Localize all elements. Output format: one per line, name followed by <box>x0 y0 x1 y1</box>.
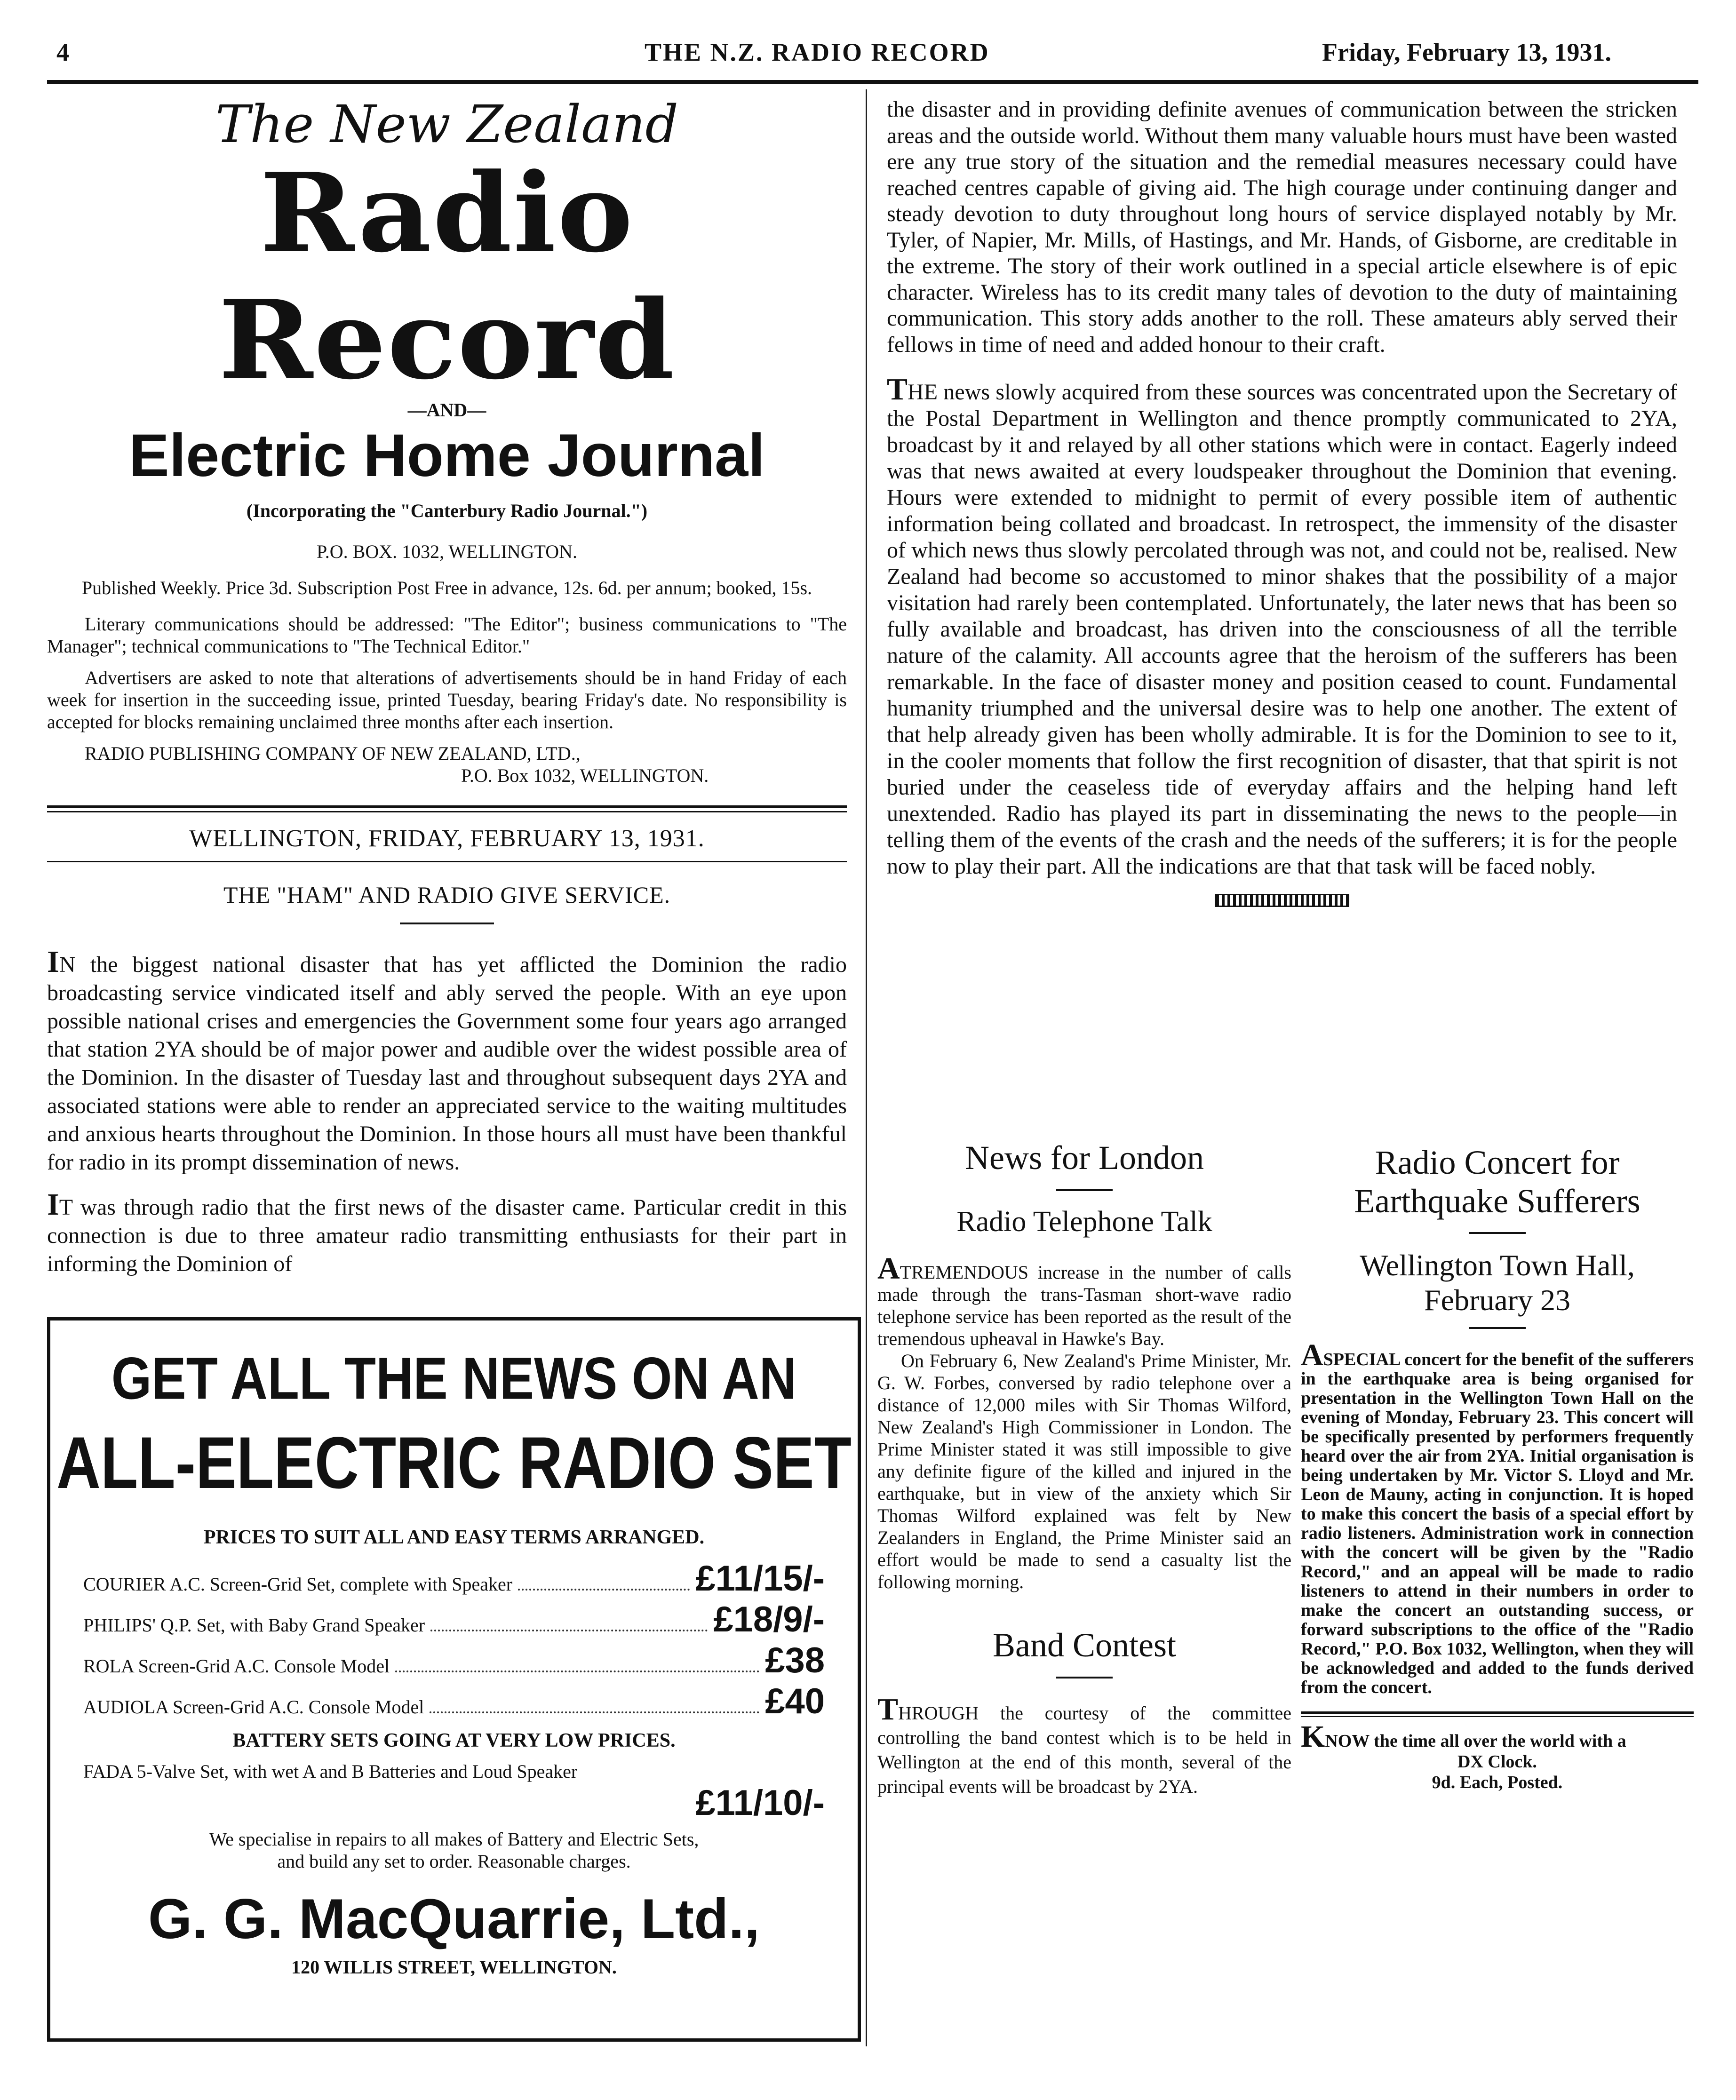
news-london-para-1: ATREMENDOUS increase in the number of calls made through the trans-Tasman short-wave radio telephone service has been reported as the result of the tremendous upheaval in Hawke's Bay. <box>877 1251 1291 1349</box>
ad-address: 120 WILLIS STREET, WELLINGTON. <box>291 1957 617 1978</box>
news-for-london <box>877 1138 1291 1799</box>
dx-clock-line1: KNOW the time all over the world with a <box>1301 1719 1626 1754</box>
ad-repairs-1: We specialise in repairs to all makes of Battery and Electric Sets, <box>209 1829 699 1850</box>
editorial-para-2: IT was through radio that the first news of the disaster came. Particular credit in this connection is due to three amateur radio transmitting enthusiasts for their part in informing the Dominion of <box>47 1187 847 1276</box>
ad-price-list <box>50 1558 858 1722</box>
masthead-and: —AND— <box>407 399 486 421</box>
dateline-rule <box>47 805 847 812</box>
radio-set-advertisement <box>47 1317 861 2042</box>
ad-item: AUDIOLA Screen-Grid A.C. Console Model £40 <box>83 1681 825 1721</box>
band-contest-title: Band Contest <box>993 1626 1176 1664</box>
news-london-subtitle: Radio Telephone Talk <box>956 1206 1212 1238</box>
concert-subtitle-2: February 23 <box>1424 1283 1571 1317</box>
left-column <box>47 94 847 1278</box>
radio-concert <box>1301 1143 1694 1793</box>
publication-title: THE N.Z. RADIO RECORD <box>645 38 990 66</box>
masthead-company: RADIO PUBLISHING COMPANY OF NEW ZEALAND, LTD., <box>85 743 581 764</box>
ad-prices-line: PRICES TO SUIT ALL AND EASY TERMS ARRANGED. <box>203 1527 705 1548</box>
concert-para: ASPECIAL concert for the benefit of the sufferers in the earthquake area is being organised for presentation in the Wellington Town Hall on the evening of Monday, February 23. This concert will be specifically presented by performers frequently heard over the air from 2YA. Initial organisation is being undertaken by Mr. Victor S. Lloyd and Mr. Leon de Mauny, acting in conjunction. It is hoped to make this concert the basis of a special effort by radio listeners. Administration work in connection with the concert will be given by the "Radio Record," and an appeal will be made to radio listeners to attend in their numbers in order to make the concert an outstanding success, or forward subscriptions to the office of the "Radio Record," P.O. Box 1032, Wellington, when they will be acknowledged and added to the funds derived from the concert. <box>1301 1338 1694 1697</box>
band-contest-para: THROUGH the courtesy of the committee controlling the band contest which is to be held in Wellington at the end of this month, several of the principal events will be broadcast by 2YA. <box>877 1692 1291 1797</box>
masthead-incorporating: (Incorporating the "Canterbury Radio Journal.") <box>246 500 648 521</box>
masthead-published: Published Weekly. Price 3d. Subscription Post Free in advance, 12s. 6d. per annum; booked, 15s. <box>81 577 812 598</box>
editorial-title: THE "HAM" AND RADIO GIVE SERVICE. <box>223 882 671 908</box>
right-column-top <box>887 96 1677 907</box>
editorial-para-1: IN the biggest national disaster that has yet afflicted the Dominion the radio broadcasting service vindicated itself and ably served the people. With an eye upon possible national crises and emergencies the Government some four years ago arranged that station 2YA should be of major power and audible over the widest possible area of the Dominion. In the disaster of Tuesday last and throughout subsequent days 2YA and associated stations were able to render an appreciated service to the waiting multitudes and anxious hearts throughout the Dominion. In those hours all must have been thankful for radio in its prompt dissemination of news. <box>47 945 847 1175</box>
header-rule <box>47 80 1698 84</box>
masthead-title: Radio Record <box>218 150 676 404</box>
ad-headline-1: GET ALL THE NEWS ON AN <box>111 1345 797 1412</box>
editorial-para-3: THE news slowly acquired from these sources was concentrated upon the Secretary of the Postal Department in Wellington and thence promptly communicated to 2YA, broadcast by it and relayed by all other stations which were in contact. Eagerly indeed was that news awaited at every loudspeaker throughout the Dominion that evening. Hours were extended to midnight to permit of every possible item of authentic information being collated and broadcast. In retrospect, the immensity of the disaster of which news thus slowly percolated through was not, and could not be, realised. New Zealand had become so accustomed to minor shakes that the possibility of a major visitation had rarely been contemplated. Unfortunately, the later news that has been so fully available and broadcast, has driven into the consciousness of all the terrible nature of the calamity. All accounts agree that the heroism of the sufferers has been remarkable. In the face of disaster money and position ceased to count. Fundamental humanity triumphed and the universal desire was to help one another. The extent of that help already given has been wholly admirable. It is for the Dominion to see to it, in the cooler moments that follow the first recognition of disaster, that that spirit is not buried under the ceaseless tide of everyday affairs and the helping hand left unextended. Radio has played its part in disseminating the news to the people—in telling them of the events of the crash and the needs of the sufferers; it is for the people now to play their part. All the indications are that that task will be faced nobly. <box>887 372 1677 879</box>
ad-headline-2: ALL-ELECTRIC RADIO SET <box>56 1421 852 1504</box>
news-london-para-2: On February 6, New Zealand's Prime Minister, Mr. G. W. Forbes, conversed by radio telephone over a distance of 12,000 miles with Sir Thomas Wilford, New Zealand's High Commissioner in London. The Prime Minister stated it was still impossible to give any definite figure of the killed and injured in the earthquake, but in view of the anxiety which Sir Thomas Wilford explained was felt by New Zealanders in England, the Prime Minister said an effort would be made to send a casualty list the following morning. <box>877 1350 1291 1592</box>
ad-company: G. G. MacQuarrie, Ltd., <box>148 1887 760 1950</box>
dx-clock-ad <box>1301 1719 1694 1793</box>
page-number: 4 <box>56 38 69 66</box>
ad-item: ROLA Screen-Grid A.C. Console Model £38 <box>83 1640 825 1680</box>
editorial-para-2-cont: the disaster and in providing definite avenues of communication between the stricken areas and the outside world. Without them many valuable hours must have been wasted ere any true story of the situation and the remedial measures necessary could have reached centres capable of giving aid. The high courage under continuing danger and steady devotion to duty throughout long hours of service displayed notably by Mr. Tyler, of Napier, Mr. Mills, of Hastings, and Mr. Hands, of Gisborne, are creditable in the extreme. The story of their work outlined in a special article elsewhere is of epic character. Wireless has to its credit many tales of devotion to the duty of maintaining communication. This story adds another to the roll. These amateurs ably served their fellows in time of need and added honour to their craft. <box>887 97 1677 357</box>
issue-date: Friday, February 13, 1931. <box>1322 38 1611 66</box>
news-london-title: News for London <box>965 1139 1204 1177</box>
ad-battery-line: BATTERY SETS GOING AT VERY LOW PRICES. <box>232 1730 676 1751</box>
masthead-line1: The New Zealand <box>215 94 678 154</box>
ad-repairs-2: and build any set to order. Reasonable charges. <box>277 1851 631 1872</box>
masthead-ehj: Electric Home Journal <box>129 422 765 489</box>
masthead-literary: Literary communications should be addressed: "The Editor"; business communications to "The Manager"; technical communications to "The Technical Editor." <box>47 613 847 657</box>
concert-subtitle-1: Wellington Town Hall, <box>1360 1249 1635 1282</box>
ornament-divider-icon <box>1215 894 1349 907</box>
dx-clock-line2: DX Clock. <box>1457 1752 1537 1772</box>
ad-fada-price: £11/10/- <box>695 1783 825 1823</box>
masthead-advertisers: Advertisers are asked to note that alterations of advertisements should be in hand Friday of each week for insertion in the succeeding issue, printed Tuesday, bearing Friday's date. No responsibility is accepted for blocks remaining unclaimed three months after each insertion. <box>47 667 847 732</box>
dx-clock-line3: 9d. Each, Posted. <box>1432 1773 1563 1792</box>
ad-fada: FADA 5-Valve Set, with wet A and B Batteries and Loud Speaker <box>83 1761 578 1782</box>
ad-item: PHILIPS' Q.P. Set, with Baby Grand Speaker £18/9/- <box>83 1599 825 1639</box>
ad-item: COURIER A.C. Screen-Grid Set, complete with Speaker £11/15/- <box>83 1559 825 1599</box>
concert-title: Radio Concert for Earthquake Sufferers <box>1354 1144 1640 1220</box>
masthead-pobox: P.O. BOX. 1032, WELLINGTON. <box>316 541 578 562</box>
masthead-company-address: P.O. Box 1032, WELLINGTON. <box>461 765 709 786</box>
editorial-dateline: WELLINGTON, FRIDAY, FEBRUARY 13, 1931. <box>189 825 705 852</box>
